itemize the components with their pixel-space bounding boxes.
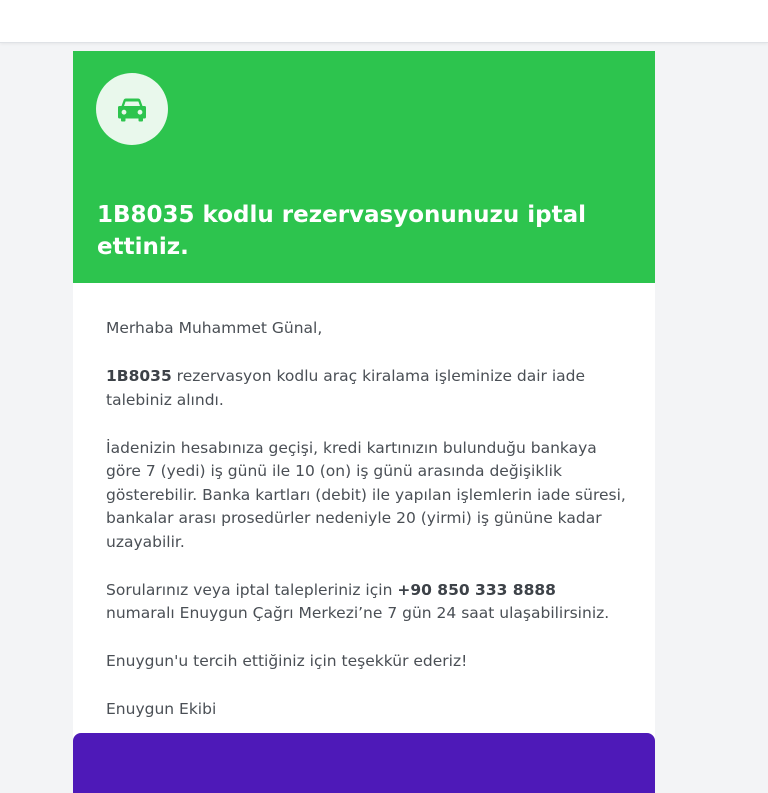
thanks-text: Enuygun'u tercih ettiğiniz için teşekkür ederiz! [106, 652, 468, 670]
refund-received-paragraph: 1B8035 rezervasyon kodlu araç kiralama işleminize dair iade talebiniz alındı. [106, 367, 586, 409]
reservation-code: 1B8035 [106, 367, 172, 385]
hero-banner [73, 51, 655, 283]
signature: Enuygun Ekibi [106, 700, 217, 718]
top-bar [0, 0, 768, 43]
email-card [73, 51, 655, 768]
greeting: Merhaba Muhammet Günal, [106, 319, 323, 337]
contact-paragraph: Sorularınız veya iptal talepleriniz için +90 850 333 8888 numaralı Enuygun Çağrı Merkezi’ne 7 gün 24 saat ulaşabilirsiniz. [106, 580, 610, 622]
car-badge [96, 73, 168, 145]
call-center-phone: +90 850 333 8888 [397, 580, 556, 599]
refund-timing-paragraph: İadenizin hesabınıza geçişi, kredi kartınızın bulunduğu bankaya göre 7 (yedi) iş günü ile 10 (on) iş günü arasında değişiklik gösterebilir. Banka kartları (debit) ile yapılan işlemlerin iade süresi, bankalar arası prosedürler nedeniyle 20 (yirmi) iş gününe kadar uzayabilir. [106, 438, 626, 551]
message-body [106, 317, 626, 746]
car-icon [115, 92, 149, 126]
footer-banner [73, 733, 655, 793]
hero-title: 1B8035 kodlu rezervasyonunuzu iptal ettiniz. [97, 202, 587, 260]
